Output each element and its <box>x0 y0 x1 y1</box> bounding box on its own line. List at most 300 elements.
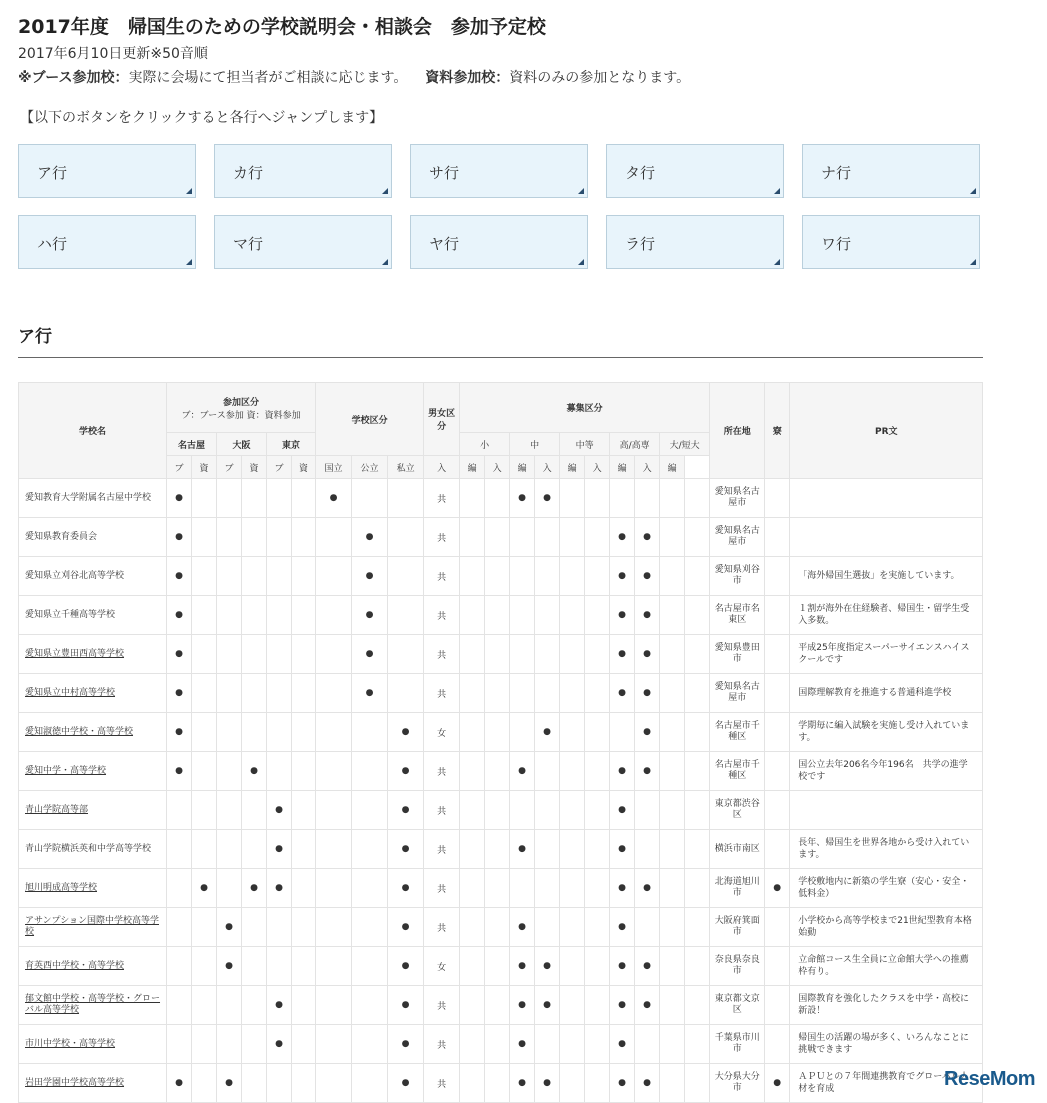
mark-cell: ● <box>635 635 660 674</box>
mark-cell <box>267 479 292 518</box>
mark-cell <box>560 908 585 947</box>
dorm-cell <box>765 479 790 518</box>
mark-cell <box>660 557 685 596</box>
pr-cell: 学期毎に編入試験を実施し受け入れています。 <box>790 713 983 752</box>
mark-cell <box>267 713 292 752</box>
mark-cell: ● <box>510 1064 535 1103</box>
dorm-cell <box>765 986 790 1025</box>
mark-cell: 共 <box>424 1064 460 1103</box>
mark-cell: ● <box>635 752 660 791</box>
dorm-cell <box>765 518 790 557</box>
mark-cell <box>460 752 485 791</box>
mark-cell: ● <box>167 713 192 752</box>
mark-cell <box>192 908 217 947</box>
mark-cell <box>217 479 242 518</box>
mark-cell <box>217 986 242 1025</box>
mark-cell <box>388 674 424 713</box>
location-cell: 愛知県名古屋市 <box>710 518 765 557</box>
mark-cell <box>242 830 267 869</box>
mark-cell <box>316 596 352 635</box>
mark-cell <box>585 830 610 869</box>
col-recruit-sub: 入 <box>635 456 660 479</box>
col-recruit-sub: 入 <box>424 456 460 479</box>
mark-cell <box>660 830 685 869</box>
mark-cell <box>685 947 710 986</box>
col-recruit: 募集区分 <box>460 383 710 433</box>
mark-cell: ● <box>535 713 560 752</box>
legend-booth-text: 実際に会場にて担当者がご相談に応じます。 <box>128 70 408 86</box>
dorm-cell: ● <box>765 1064 790 1103</box>
mark-cell <box>242 635 267 674</box>
location-cell: 北海道旭川市 <box>710 869 765 908</box>
mark-cell: ● <box>352 596 388 635</box>
mark-cell <box>660 908 685 947</box>
corner-arrow-icon <box>578 259 584 265</box>
mark-cell <box>510 518 535 557</box>
mark-cell <box>316 791 352 830</box>
mark-cell <box>217 596 242 635</box>
mark-cell: ● <box>535 479 560 518</box>
mark-cell: ● <box>217 947 242 986</box>
mark-cell <box>660 479 685 518</box>
col-venue: 大阪 <box>217 433 267 456</box>
mark-cell: ● <box>510 908 535 947</box>
mark-cell <box>460 947 485 986</box>
mark-cell <box>560 635 585 674</box>
jump-button-3[interactable] <box>606 144 784 198</box>
legend-material-label: 資料参加校： <box>425 70 510 86</box>
mark-cell <box>660 869 685 908</box>
mark-cell <box>352 1025 388 1064</box>
mark-cell <box>560 986 585 1025</box>
mark-cell <box>267 596 292 635</box>
pr-cell: １割が海外在住経験者、帰国生・留学生受入多数。 <box>790 596 983 635</box>
update-note: 2017年6月10日更新※50音順 <box>18 46 208 62</box>
mark-cell <box>660 791 685 830</box>
mark-cell: ● <box>635 518 660 557</box>
mark-cell <box>685 752 710 791</box>
mark-cell <box>192 557 217 596</box>
mark-cell: ● <box>388 1025 424 1064</box>
mark-cell: ● <box>267 1025 292 1064</box>
mark-cell <box>267 674 292 713</box>
mark-cell <box>267 518 292 557</box>
mark-cell <box>585 791 610 830</box>
mark-cell <box>242 713 267 752</box>
mark-cell <box>660 674 685 713</box>
mark-cell <box>267 635 292 674</box>
table-row <box>19 713 983 752</box>
mark-cell <box>352 479 388 518</box>
mark-cell <box>316 947 352 986</box>
mark-cell <box>560 947 585 986</box>
col-part-sub: 資 <box>192 456 217 479</box>
location-cell: 東京都文京区 <box>710 986 765 1025</box>
mark-cell <box>316 1025 352 1064</box>
pr-cell: 「海外帰国生選抜」を実施しています。 <box>790 557 983 596</box>
mark-cell: ● <box>510 986 535 1025</box>
mark-cell: ● <box>610 908 635 947</box>
mark-cell: ● <box>510 479 535 518</box>
mark-cell <box>460 635 485 674</box>
mark-cell <box>242 596 267 635</box>
mark-cell <box>217 752 242 791</box>
school-name[interactable]: アサンプション国際中学校高等学校 <box>19 908 167 947</box>
col-participation <box>167 383 316 433</box>
mark-cell <box>510 635 535 674</box>
school-name[interactable]: 愛知淑徳中学校・高等学校 <box>19 713 167 752</box>
mark-cell: ● <box>535 986 560 1025</box>
mark-cell: ● <box>610 674 635 713</box>
jump-button-label: ア行 <box>37 164 68 182</box>
mark-cell: ● <box>635 557 660 596</box>
mark-cell <box>352 713 388 752</box>
mark-cell: ● <box>388 947 424 986</box>
mark-cell <box>316 635 352 674</box>
mark-cell <box>292 713 316 752</box>
mark-cell <box>685 986 710 1025</box>
mark-cell <box>535 1025 560 1064</box>
jump-button-8[interactable] <box>606 215 784 269</box>
col-school-type-sub: 私立 <box>388 456 424 479</box>
mark-cell: ● <box>610 752 635 791</box>
mark-cell <box>535 635 560 674</box>
corner-arrow-icon <box>186 188 192 194</box>
mark-cell: 共 <box>424 479 460 518</box>
mark-cell: ● <box>388 752 424 791</box>
mark-cell <box>510 596 535 635</box>
jump-button-6[interactable] <box>214 215 392 269</box>
jump-button-7[interactable] <box>410 215 588 269</box>
mark-cell <box>685 596 710 635</box>
mark-cell <box>460 986 485 1025</box>
mark-cell <box>192 596 217 635</box>
mark-cell <box>352 830 388 869</box>
mark-cell: ● <box>535 1064 560 1103</box>
mark-cell <box>560 596 585 635</box>
mark-cell <box>510 791 535 830</box>
mark-cell: ● <box>610 1025 635 1064</box>
mark-cell <box>292 557 316 596</box>
col-venue: 名古屋 <box>167 433 217 456</box>
mark-cell <box>685 557 710 596</box>
mark-cell: ● <box>242 752 267 791</box>
mark-cell: ● <box>510 830 535 869</box>
dorm-cell <box>765 635 790 674</box>
mark-cell: ● <box>610 869 635 908</box>
mark-cell <box>535 752 560 791</box>
mark-cell: ● <box>167 479 192 518</box>
school-name[interactable]: 育英西中学校・高等学校 <box>19 947 167 986</box>
mark-cell <box>217 791 242 830</box>
school-name: 愛知県立千種高等学校 <box>19 596 167 635</box>
mark-cell <box>460 674 485 713</box>
mark-cell <box>242 557 267 596</box>
mark-cell <box>192 479 217 518</box>
mark-cell: 女 <box>424 713 460 752</box>
mark-cell <box>352 752 388 791</box>
mark-cell <box>585 1025 610 1064</box>
mark-cell <box>460 518 485 557</box>
mark-cell <box>585 713 610 752</box>
table-row <box>19 596 983 635</box>
jump-button-label: ラ行 <box>625 235 656 253</box>
mark-cell: ● <box>352 674 388 713</box>
col-part-sub: 資 <box>292 456 316 479</box>
dorm-cell <box>765 1025 790 1064</box>
pr-cell: 平成25年度指定スーパーサイエンスハイスクールです <box>790 635 983 674</box>
col-part-sub: ブ <box>217 456 242 479</box>
mark-cell <box>292 947 316 986</box>
mark-cell <box>560 518 585 557</box>
resemom-logo: ReseMom <box>944 1068 1035 1090</box>
mark-cell <box>660 596 685 635</box>
col-recruit-level: 大/短大 <box>660 433 710 456</box>
mark-cell <box>485 1025 510 1064</box>
col-part-sub: ブ <box>167 456 192 479</box>
mark-cell <box>192 713 217 752</box>
mark-cell: ● <box>635 869 660 908</box>
mark-cell <box>485 947 510 986</box>
mark-cell <box>560 557 585 596</box>
location-cell: 愛知県豊田市 <box>710 635 765 674</box>
mark-cell <box>610 713 635 752</box>
mark-cell: 共 <box>424 869 460 908</box>
mark-cell <box>685 479 710 518</box>
mark-cell: ● <box>635 713 660 752</box>
jump-button-5[interactable] <box>18 215 196 269</box>
mark-cell: 共 <box>424 1025 460 1064</box>
mark-cell <box>585 674 610 713</box>
mark-cell <box>685 635 710 674</box>
mark-cell <box>388 635 424 674</box>
mark-cell <box>460 596 485 635</box>
col-school-type-sub: 国立 <box>316 456 352 479</box>
mark-cell <box>635 791 660 830</box>
mark-cell <box>485 986 510 1025</box>
mark-cell: ● <box>167 557 192 596</box>
col-recruit-sub: 入 <box>585 456 610 479</box>
mark-cell <box>217 635 242 674</box>
mark-cell: ● <box>610 635 635 674</box>
mark-cell <box>192 1025 217 1064</box>
mark-cell <box>316 869 352 908</box>
mark-cell <box>660 518 685 557</box>
jump-button-label: マ行 <box>233 235 264 253</box>
dorm-cell <box>765 908 790 947</box>
mark-cell <box>352 947 388 986</box>
col-school-type: 学校区分 <box>316 383 424 456</box>
mark-cell: ● <box>352 635 388 674</box>
mark-cell: 共 <box>424 986 460 1025</box>
school-name: 青山学院横浜英和中学高等学校 <box>19 830 167 869</box>
mark-cell: ● <box>167 635 192 674</box>
mark-cell <box>242 1025 267 1064</box>
school-name[interactable]: 市川中学校・高等学校 <box>19 1025 167 1064</box>
mark-cell <box>292 635 316 674</box>
mark-cell <box>685 791 710 830</box>
mark-cell <box>167 986 192 1025</box>
mark-cell <box>685 674 710 713</box>
school-name[interactable]: 愛知県立豊田西高等学校 <box>19 635 167 674</box>
mark-cell <box>316 557 352 596</box>
mark-cell <box>585 479 610 518</box>
mark-cell <box>242 518 267 557</box>
mark-cell <box>292 908 316 947</box>
mark-cell <box>510 713 535 752</box>
mark-cell <box>485 752 510 791</box>
location-cell: 愛知県刈谷市 <box>710 557 765 596</box>
mark-cell <box>316 752 352 791</box>
mark-cell <box>635 908 660 947</box>
mark-cell <box>485 596 510 635</box>
mark-cell: 共 <box>424 791 460 830</box>
jump-button-label: ヤ行 <box>429 235 460 253</box>
mark-cell <box>635 1025 660 1064</box>
mark-cell: 共 <box>424 908 460 947</box>
mark-cell: 共 <box>424 674 460 713</box>
col-location: 所在地 <box>710 383 765 479</box>
mark-cell <box>685 713 710 752</box>
legend-booth-label: ※ブース参加校： <box>18 70 129 86</box>
mark-cell <box>485 791 510 830</box>
mark-cell <box>292 479 316 518</box>
col-recruit-sub: 編 <box>610 456 635 479</box>
mark-cell <box>635 830 660 869</box>
mark-cell <box>217 1025 242 1064</box>
jump-button-0[interactable] <box>18 144 196 198</box>
school-name[interactable]: 郁文館中学校・高等学校・グローバル高等学校 <box>19 986 167 1025</box>
jump-button-label: ワ行 <box>821 235 852 253</box>
mark-cell <box>560 869 585 908</box>
mark-cell <box>485 869 510 908</box>
school-name[interactable]: 愛知県立中村高等学校 <box>19 674 167 713</box>
mark-cell <box>585 986 610 1025</box>
mark-cell <box>585 596 610 635</box>
location-cell: 大阪府箕面市 <box>710 908 765 947</box>
table-row <box>19 518 983 557</box>
corner-arrow-icon <box>774 188 780 194</box>
mark-cell <box>560 830 585 869</box>
mark-cell <box>388 518 424 557</box>
mark-cell <box>217 557 242 596</box>
corner-arrow-icon <box>382 188 388 194</box>
mark-cell <box>460 908 485 947</box>
jump-button-label: カ行 <box>233 164 264 182</box>
school-name[interactable]: 旭川明成高等学校 <box>19 869 167 908</box>
location-cell: 東京都渋谷区 <box>710 791 765 830</box>
corner-arrow-icon <box>186 259 192 265</box>
col-part-sub: 資 <box>242 456 267 479</box>
mark-cell: ● <box>510 1025 535 1064</box>
mark-cell <box>685 830 710 869</box>
table-row <box>19 830 983 869</box>
section-title: ア行 <box>18 327 52 347</box>
mark-cell: ● <box>267 869 292 908</box>
mark-cell: ● <box>610 947 635 986</box>
mark-cell <box>485 479 510 518</box>
mark-cell <box>660 1025 685 1064</box>
table-row <box>19 557 983 596</box>
mark-cell <box>485 908 510 947</box>
mark-cell <box>460 869 485 908</box>
jump-button-2[interactable] <box>410 144 588 198</box>
school-name[interactable]: 愛知中学・高等学校 <box>19 752 167 791</box>
mark-cell: ● <box>167 596 192 635</box>
pr-cell: 学校敷地内に新築の学生寮（安心・安全・低料金） <box>790 869 983 908</box>
mark-cell <box>660 752 685 791</box>
mark-cell <box>560 713 585 752</box>
pr-cell: 長年、帰国生を世界各地から受け入れています。 <box>790 830 983 869</box>
col-recruit-level: 小 <box>460 433 510 456</box>
mark-cell <box>316 518 352 557</box>
mark-cell: ● <box>510 752 535 791</box>
mark-cell <box>267 752 292 791</box>
mark-cell: ● <box>610 791 635 830</box>
mark-cell <box>292 869 316 908</box>
mark-cell <box>352 986 388 1025</box>
table-row <box>19 752 983 791</box>
mark-cell <box>485 674 510 713</box>
jump-button-1[interactable] <box>214 144 392 198</box>
jump-button-4[interactable] <box>802 144 980 198</box>
table-row <box>19 479 983 518</box>
mark-cell <box>585 518 610 557</box>
mark-cell: 女 <box>424 947 460 986</box>
location-cell: 横浜市南区 <box>710 830 765 869</box>
mark-cell: 共 <box>424 557 460 596</box>
mark-cell: ● <box>352 557 388 596</box>
jump-button-label: ナ行 <box>821 164 852 182</box>
mark-cell <box>292 830 316 869</box>
pr-cell: ＡＰＵとの７年間連携教育でグローバル人材を育成 <box>790 1064 983 1103</box>
mark-cell: ● <box>192 869 217 908</box>
mark-cell <box>192 791 217 830</box>
school-name[interactable]: 青山学院高等部 <box>19 791 167 830</box>
mark-cell: ● <box>388 791 424 830</box>
mark-cell <box>585 869 610 908</box>
mark-cell: ● <box>167 674 192 713</box>
pr-cell <box>790 518 983 557</box>
mark-cell <box>388 596 424 635</box>
dorm-cell <box>765 557 790 596</box>
mark-cell <box>192 947 217 986</box>
mark-cell <box>192 635 217 674</box>
mark-cell <box>388 557 424 596</box>
col-recruit-level: 中 <box>510 433 560 456</box>
col-recruit-sub: 編 <box>510 456 535 479</box>
pr-cell <box>790 479 983 518</box>
mark-cell <box>242 791 267 830</box>
location-cell: 愛知県名古屋市 <box>710 479 765 518</box>
col-recruit-sub: 入 <box>535 456 560 479</box>
mark-cell: ● <box>610 557 635 596</box>
mark-cell <box>292 674 316 713</box>
mark-cell <box>635 479 660 518</box>
col-pr: PR文 <box>790 383 983 479</box>
mark-cell <box>267 947 292 986</box>
dorm-cell <box>765 674 790 713</box>
mark-cell <box>560 752 585 791</box>
table-row <box>19 1025 983 1064</box>
table-row <box>19 986 983 1025</box>
mark-cell <box>535 908 560 947</box>
jump-button-9[interactable] <box>802 215 980 269</box>
mark-cell <box>585 635 610 674</box>
table-row <box>19 908 983 947</box>
school-name[interactable]: 岩田学園中学校高等学校 <box>19 1064 167 1103</box>
dorm-cell <box>765 830 790 869</box>
